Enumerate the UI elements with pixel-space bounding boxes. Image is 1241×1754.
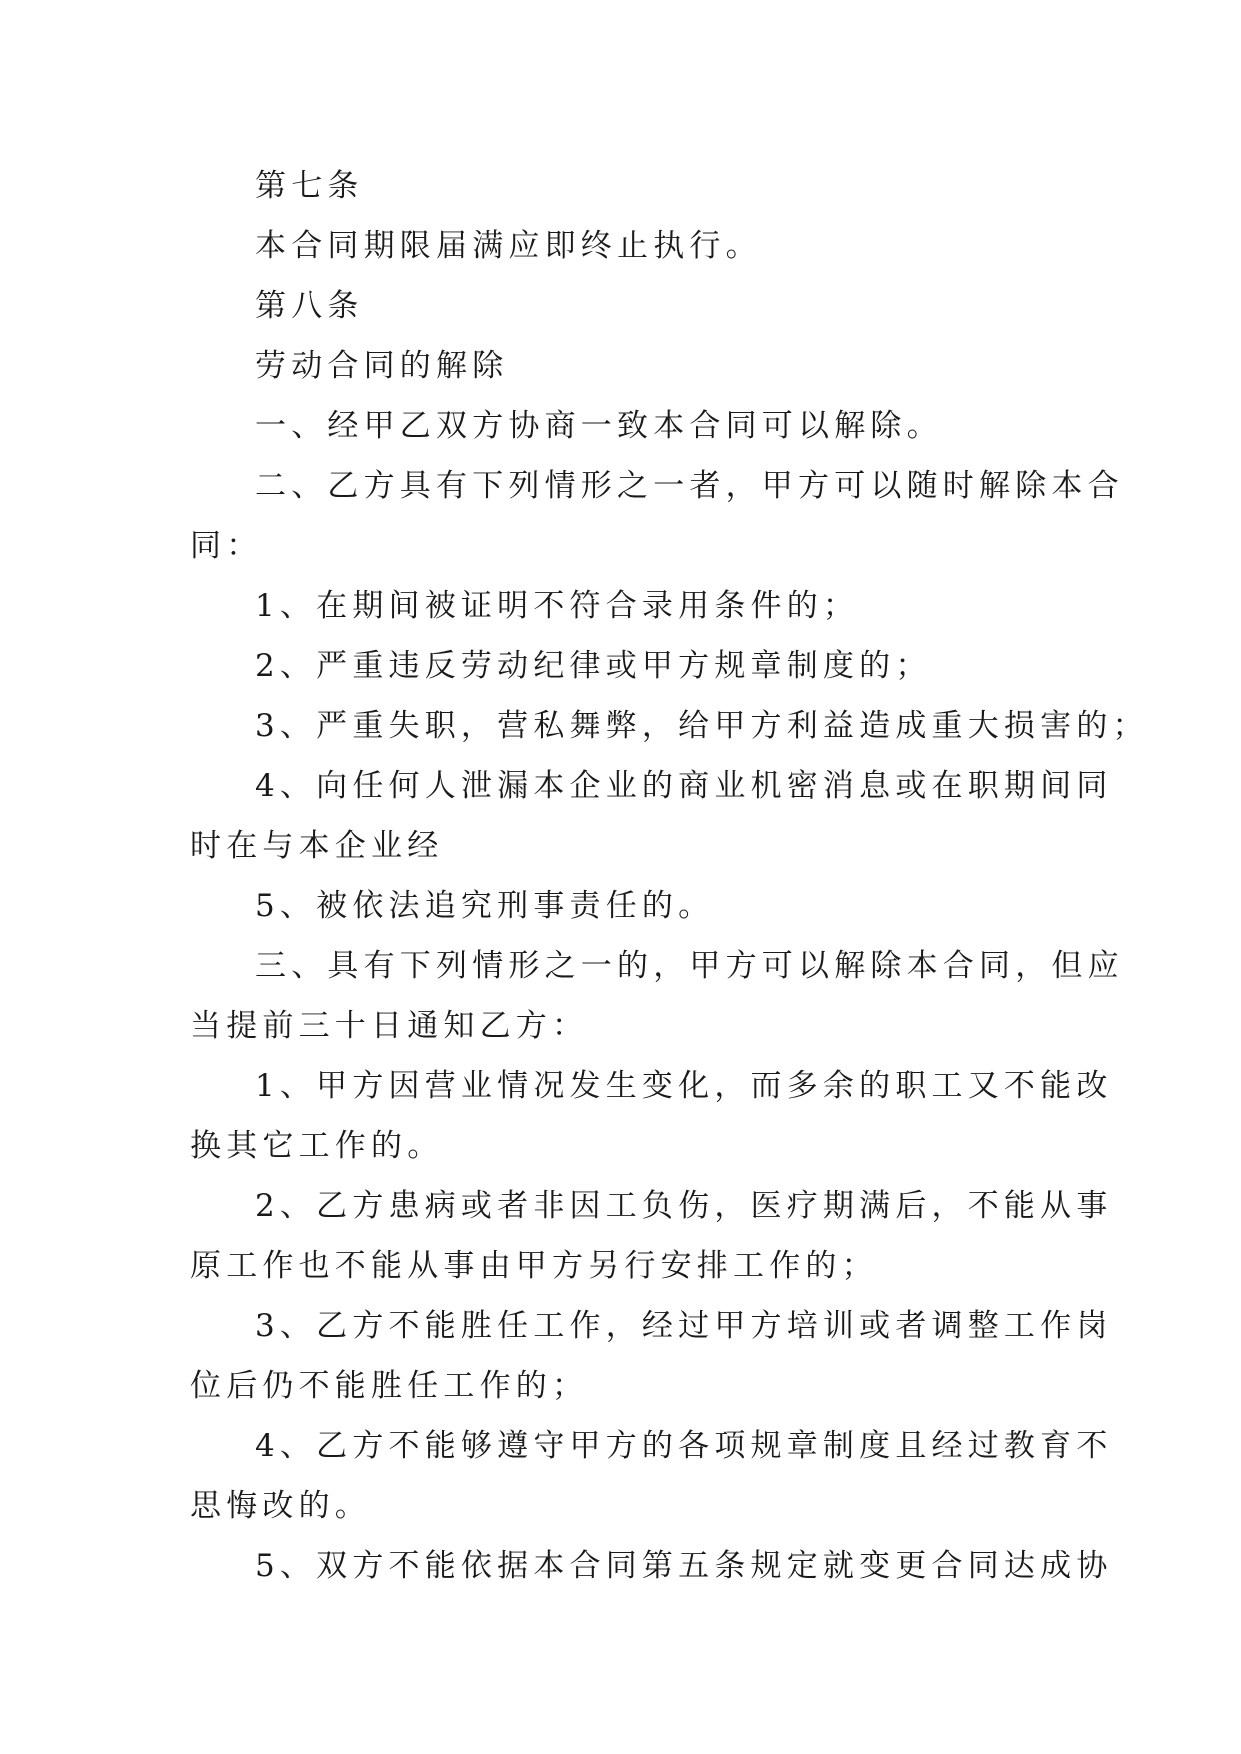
paragraph-line: 二、乙方具有下列情形之一者，甲方可以随时解除本合 (255, 468, 1124, 504)
list-item: 5、被依法追究刑事责任的。 (255, 888, 715, 924)
article-heading: 第八条 (255, 288, 364, 324)
paragraph-line: 一、经甲乙双方协商一致本合同可以解除。 (255, 408, 943, 444)
section-title: 劳动合同的解除 (255, 348, 509, 384)
paragraph-line: 三、具有下列情形之一的，甲方可以解除本合同，但应 (255, 948, 1124, 984)
list-item-continued: 换其它工作的。 (190, 1128, 444, 1164)
list-item-continued: 原工作也不能从事由甲方另行安排工作的； (190, 1248, 878, 1284)
article-heading: 第七条 (255, 168, 364, 204)
list-item-continued: 思悔改的。 (190, 1488, 371, 1524)
list-item: 5、双方不能依据本合同第五条规定就变更合同达成协 (255, 1548, 1113, 1584)
paragraph-line: 本合同期限届满应即终止执行。 (255, 228, 762, 264)
list-item: 4、乙方不能够遵守甲方的各项规章制度且经过教育不 (255, 1428, 1113, 1464)
list-item: 3、严重失职，营私舞弊，给甲方利益造成重大损害的； (255, 708, 1149, 744)
paragraph-line: 当提前三十日通知乙方： (190, 1008, 589, 1044)
list-item: 2、乙方患病或者非因工负伤，医疗期满后，不能从事 (255, 1188, 1113, 1224)
list-item: 1、甲方因营业情况发生变化，而多余的职工又不能改 (255, 1068, 1113, 1104)
list-item: 1、在期间被证明不符合录用条件的； (255, 588, 860, 624)
list-item-continued: 时在与本企业经 (190, 828, 444, 864)
list-item: 3、乙方不能胜任工作，经过甲方培训或者调整工作岗 (255, 1308, 1113, 1344)
paragraph-line: 同： (190, 528, 263, 564)
list-item-continued: 位后仍不能胜任工作的； (190, 1368, 589, 1404)
list-item: 4、向任何人泄漏本企业的商业机密消息或在职期间同 (255, 768, 1113, 804)
list-item: 2、严重违反劳动纪律或甲方规章制度的； (255, 648, 932, 684)
